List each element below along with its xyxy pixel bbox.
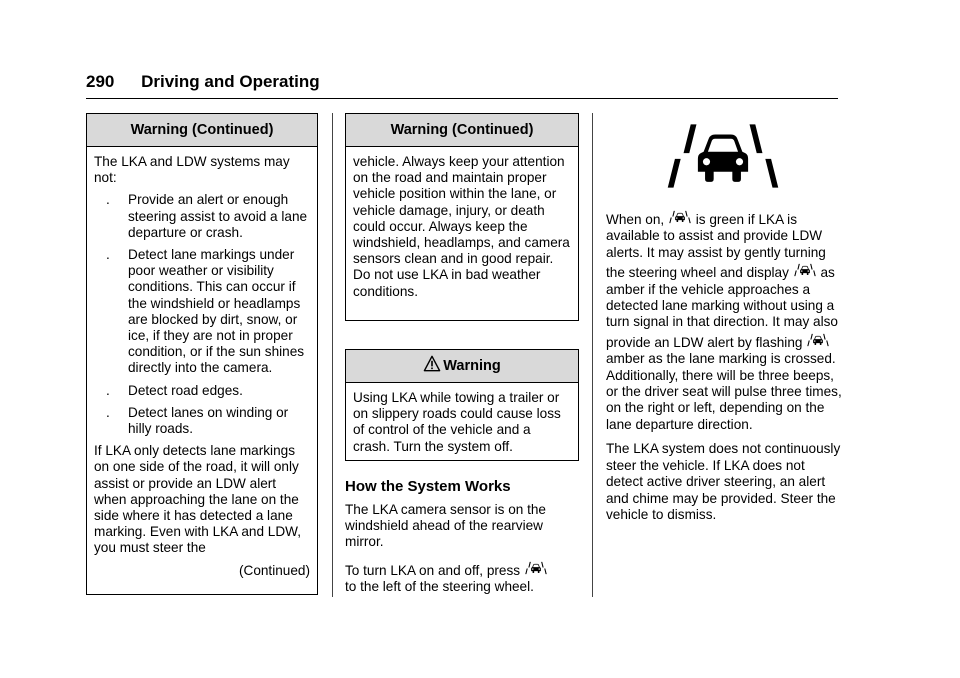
header-rule [86,98,838,99]
toggle-paragraph: To turn LKA on and off, press to the left of the steering wheel. [345,559,581,595]
list-item: . Detect road edges. [106,382,243,398]
page-number: 290 [86,72,115,91]
lane-keep-assist-icon [794,261,816,279]
lane-keep-assist-icon [807,331,829,349]
column-divider-right [592,113,593,597]
column-divider-left [332,113,333,597]
warning-box-body [346,147,578,312]
warning-box-continued-left [86,113,318,595]
warning-box-title: Warning [346,350,578,383]
warning-box-towing [345,349,579,461]
list-item: . Detect lane markings under poor weather or visibility conditions. This can occur if the windshield or headlamps are blocked by dirt, snow, or ice, if they are not in proper condition, or if the sun shines directly into the camera. [106,247,305,376]
warning-paragraph: If LKA only detects lane markings on one side of the road, it will only assist or provide an LDW alert when approaching the lane on the side where it has detected a lane marking. Even with LKA and LDW, you must steer the [94,443,302,556]
section-heading: How the System Works [345,478,511,495]
lka-steering-paragraph: The LKA system does not continuously steer the vehicle. If LKA does not detect active driver steering, an alert and chime may be provided. Steer the vehicle to dismiss. [606,441,841,522]
warning-text: vehicle. Always keep your attention on the road and maintain proper vehicle position within the lane, or vehicle damage, injury, or death could occur. Always keep the windshield, headlamps, and camera sensors clean and in good repair. Do not use LKA in bad weather conditions. [353,154,570,299]
lane-keep-assist-icon [525,559,547,577]
warning-triangle-icon [423,355,441,372]
limitation-list [94,192,310,437]
camera-paragraph: The LKA camera sensor is on the windshield ahead of the rearview mirror. [345,502,546,550]
lka-description [606,208,842,531]
lane-keep-assist-icon [664,123,782,189]
lka-indicator-paragraph: When on, is green if LKA is available to assist and provide LDW alerts. It may assist by gently turning the steering wheel and display as amber if the vehicle approaches a detected lane marking without using a turn signal in that direction. It may also provide an LDW alert by flashing amber as the lane marking is crossed. Additionally, there will be three beeps, or the driver seat will pulse three times, on the right or left, depending on the lane departure direction. [606,208,842,433]
list-item: . Detect lanes on winding or hilly roads. [106,404,289,437]
page-header [86,72,320,92]
how-section-text [345,502,581,603]
lane-keep-assist-icon [669,208,691,226]
warning-box-body [87,147,317,585]
warning-box-title: Warning (Continued) [346,114,578,147]
warning-box-title: Warning (Continued) [87,114,317,147]
warning-box-body [346,383,578,467]
warning-box-continued-mid [345,113,579,321]
continued-label: (Continued) [238,562,310,578]
section-title: Driving and Operating [141,72,320,91]
list-item: . Provide an alert or enough steering assist to avoid a lane departure or crash. [106,192,308,240]
warning-text: Using LKA while towing a trailer or on slippery roads could cause loss of control of the vehicle and a crash. Turn the system off. [353,390,561,454]
warning-intro: The LKA and LDW systems may not: [94,154,290,186]
